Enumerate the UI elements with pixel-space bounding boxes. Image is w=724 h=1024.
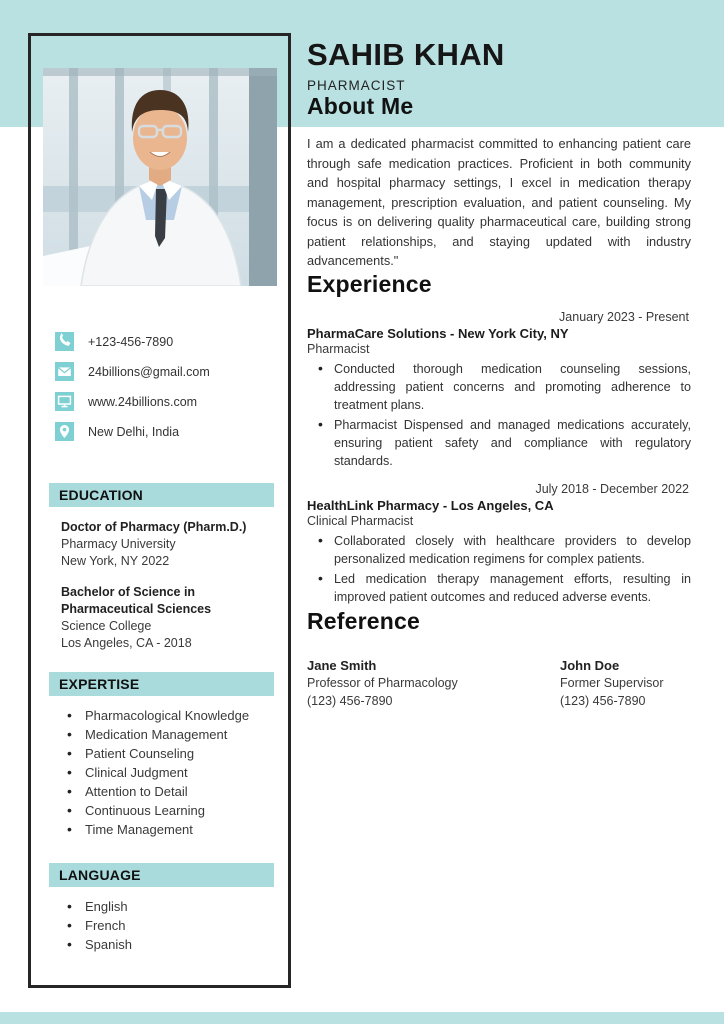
email-icon <box>55 362 74 381</box>
website-icon <box>55 392 74 411</box>
sidebar-frame <box>28 33 291 988</box>
job-bullet-list <box>307 360 691 470</box>
expertise-item: • Time Management <box>67 820 288 839</box>
contact-item-website <box>55 392 288 411</box>
reference-entry <box>307 657 560 710</box>
experience-heading: Experience <box>307 270 432 297</box>
education-school: Pharmacy University <box>61 537 176 551</box>
language-item: • Spanish <box>67 935 288 954</box>
footer-teal-band <box>0 1012 724 1024</box>
job-dates: January 2023 - Present <box>559 309 689 324</box>
location-icon <box>55 422 74 441</box>
experience-job <box>307 482 691 606</box>
job-bullet-list <box>307 532 691 606</box>
language-item: • French <box>67 916 288 935</box>
contact-website: www.24billions.com <box>88 394 198 409</box>
contact-item-location <box>55 422 288 441</box>
language-item: • English <box>67 897 288 916</box>
contact-location: New Delhi, India <box>88 424 180 439</box>
education-entry <box>61 584 266 652</box>
about-text: I am a dedicated pharmacist committed to enhancing patient care through safe medication practices. Proficient in both community and hospital pharmacy settings, I excel in medication therapy management, prescription evaluation, and patient counseling. My focus is on delivering quality pharmaceutical care, building strong patient relationships, and staying updated with industry advancements." <box>307 136 691 269</box>
language-list <box>31 897 288 954</box>
reference-phone: (123) 456-7890 <box>560 693 646 708</box>
job-bullet: • Led medication therapy management efforts, resulting in improved patient outcomes and reduced adverse events. <box>334 570 691 606</box>
job-role: Pharmacist <box>307 341 370 356</box>
reference-name: John Doe <box>560 657 620 673</box>
expertise-list <box>31 706 288 839</box>
profile-photo <box>43 68 277 286</box>
expertise-item: • Attention to Detail <box>67 782 288 801</box>
expertise-item: • Pharmacological Knowledge <box>67 706 288 725</box>
main-column <box>307 0 691 710</box>
contact-list <box>55 332 288 441</box>
expertise-section-heading: EXPERTISE <box>49 672 274 696</box>
job-bullet: • Pharmacist Dispensed and managed medications accurately, ensuring patient safety and compliance with regulatory standards. <box>334 416 691 470</box>
job-company: HealthLink Pharmacy - Los Angeles, CA <box>307 497 554 513</box>
education-degree: Doctor of Pharmacy (Pharm.D.) <box>61 520 247 534</box>
reference-list <box>307 657 691 710</box>
reference-phone: (123) 456-7890 <box>307 693 393 708</box>
experience-job <box>307 310 691 470</box>
job-company: PharmaCare Solutions - New York City, NY <box>307 325 569 341</box>
phone-icon <box>55 332 74 351</box>
contact-item-phone <box>55 332 288 351</box>
job-role: Clinical Pharmacist <box>307 513 414 528</box>
expertise-item: • Continuous Learning <box>67 801 288 820</box>
education-location: Los Angeles, CA - 2018 <box>61 636 192 650</box>
expertise-item: • Clinical Judgment <box>67 763 288 782</box>
reference-entry <box>560 657 690 710</box>
reference-heading: Reference <box>307 607 421 634</box>
reference-name: Jane Smith <box>307 657 377 673</box>
language-section-heading: LANGUAGE <box>49 863 274 887</box>
education-location: New York, NY 2022 <box>61 554 170 568</box>
education-degree: Bachelor of Science in Pharmaceutical Sciences <box>61 585 212 616</box>
reference-title: Professor of Pharmacology <box>307 675 458 690</box>
reference-title: Former Supervisor <box>560 675 664 690</box>
education-entry <box>61 519 266 570</box>
profile-photo-illustration <box>43 68 277 286</box>
job-dates: July 2018 - December 2022 <box>535 481 689 496</box>
expertise-item: • Patient Counseling <box>67 744 288 763</box>
job-bullet: • Collaborated closely with healthcare providers to develop personalized medication regimens for complex patients. <box>334 532 691 568</box>
contact-item-email <box>55 362 288 381</box>
education-school: Science College <box>61 619 152 633</box>
contact-email: 24billions@gmail.com <box>88 364 210 379</box>
person-name: SAHIB KHAN <box>307 37 505 72</box>
about-heading: About Me <box>307 93 414 120</box>
person-title: PHARMACIST <box>307 78 406 94</box>
contact-phone: +123-456-7890 <box>88 334 174 349</box>
education-list <box>61 519 266 652</box>
education-section-heading: EDUCATION <box>49 483 274 507</box>
job-bullet: • Conducted thorough medication counseling sessions, addressing patient concerns and promoting adherence to treatment plans. <box>334 360 691 414</box>
expertise-item: • Medication Management <box>67 725 288 744</box>
